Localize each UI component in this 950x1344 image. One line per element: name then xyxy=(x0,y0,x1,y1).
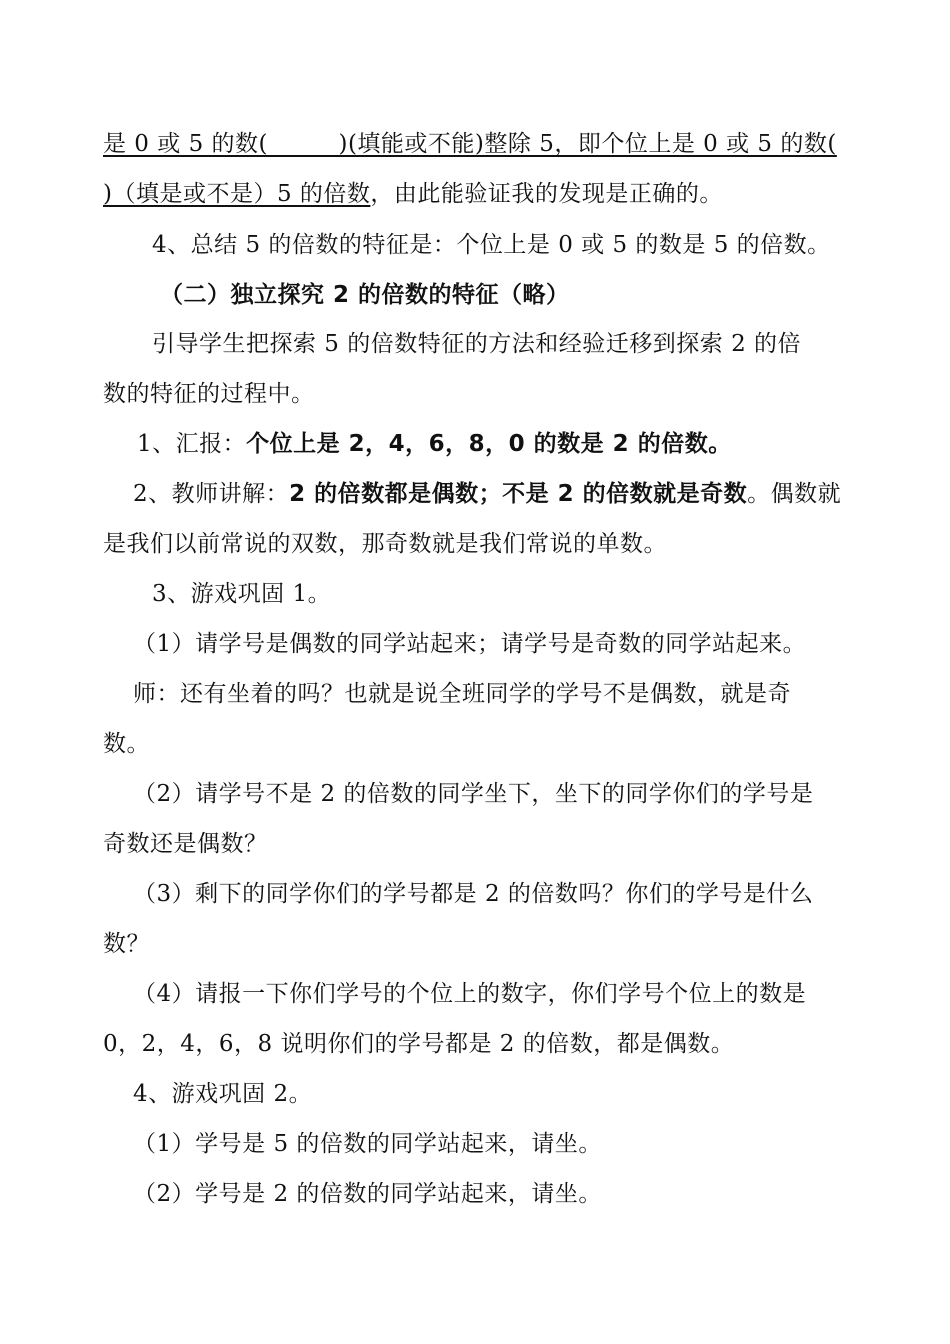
game-1-item-2: （2）请学号不是 2 的倍数的同学坐下，坐下的同学你们的学号是 xyxy=(133,781,814,807)
paragraph-line-2 xyxy=(103,178,848,210)
teacher-label: 2、教师讲解： xyxy=(133,481,290,507)
plain-text: ，由此能验证我的发现是正确的。 xyxy=(370,181,723,207)
paragraph-line-15: 奇数还是偶数？ xyxy=(103,831,268,857)
teacher-question-line: 师：还有坐着的吗？也就是说全班同学的学号不是偶数，就是奇 xyxy=(133,681,791,707)
paragraph-line-9: 是我们以前常说的双数，那奇数就是我们常说的单数。 xyxy=(103,531,667,557)
summary-line: 4、总结 5 的倍数的特征是：个位上是 0 或 5 的数是 5 的倍数。 xyxy=(152,232,831,258)
teacher-bold-text: 2 的倍数都是偶数；不是 2 的倍数就是奇数 xyxy=(289,481,748,507)
underlined-text: )（填是或不是）5 的倍数 xyxy=(103,181,371,207)
paragraph-line-5: 引导学生把探索 5 的倍数特征的方法和经验迁移到探索 2 的倍 xyxy=(152,331,802,357)
paragraph-line-17: 数？ xyxy=(103,931,150,957)
report-line xyxy=(137,428,882,460)
game-1-item-3: （3）剩下的同学你们的学号都是 2 的倍数吗？你们的学号是什么 xyxy=(133,881,814,907)
game-1-heading: 3、游戏巩固 1。 xyxy=(152,581,332,607)
report-bold-text: 个位上是 2，4，6，8，0 的数是 2 的倍数。 xyxy=(246,431,732,457)
paragraph-line-13: 数。 xyxy=(103,731,150,757)
teacher-tail-text: 。偶数就 xyxy=(747,481,842,507)
game-2-item-2: （2）学号是 2 的倍数的同学站起来，请坐。 xyxy=(133,1181,602,1207)
paragraph-line-6: 数的特征的过程中。 xyxy=(103,381,315,407)
teacher-explain-line xyxy=(133,478,878,510)
game-1-item-4: （4）请报一下你们学号的个位上的数字，你们学号个位上的数是 xyxy=(133,981,807,1007)
game-2-item-1: （1）学号是 5 的倍数的同学站起来，请坐。 xyxy=(133,1131,602,1157)
report-label: 1、汇报： xyxy=(137,431,247,457)
game-2-heading: 4、游戏巩固 2。 xyxy=(133,1081,313,1107)
game-1-item-1: （1）请学号是偶数的同学站起来；请学号是奇数的同学站起来。 xyxy=(133,631,807,657)
section-heading: （二）独立探究 2 的倍数的特征（略） xyxy=(160,282,570,308)
paragraph-line-19: 0，2，4，6，8 说明你们的学号都是 2 的倍数，都是偶数。 xyxy=(103,1031,735,1057)
paragraph-line-1: 是 0 或 5 的数( )(填能或不能)整除 5，即个位上是 0 或 5 的数( xyxy=(103,131,837,157)
